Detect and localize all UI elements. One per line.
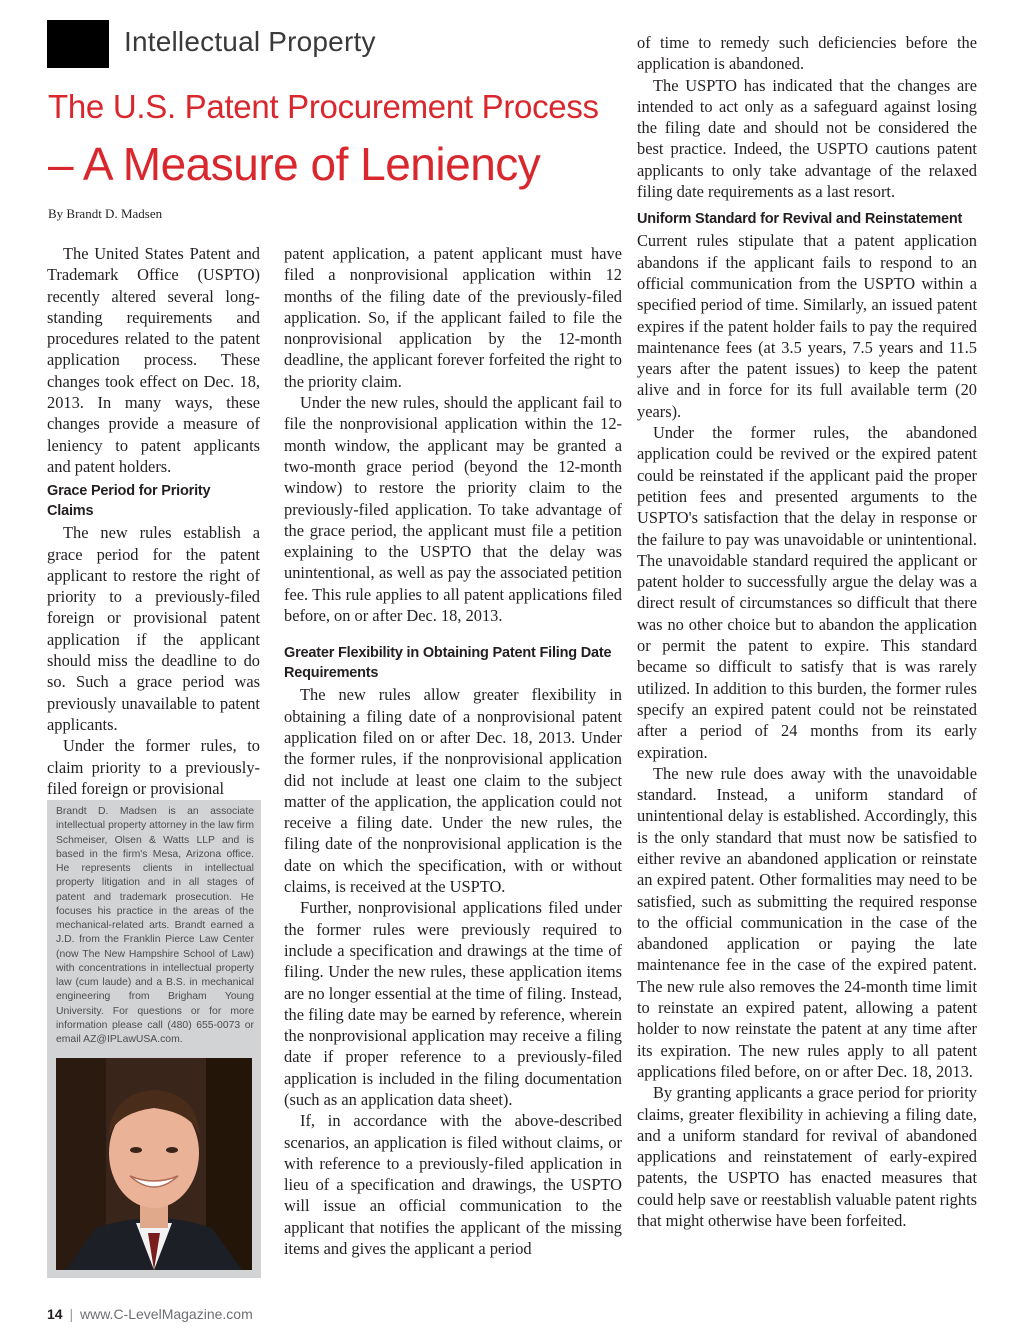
paragraph: Under the new rules, should the applicant fail to file the nonprovisional application within the 12-month window, the applicant may be granted a two-month grace period (beyond the 12-month window) to restore the priority claim to the previously-filed application. To take advantage of the grace period, the applicant must file a petition explaining to the USPTO that the delay was unintentional, as well as pay the associated petition fee. This rule applies to all patent applications filed before, on or after Dec. 18, 2013.	[284, 393, 622, 626]
subheading-filing-date: Greater Flexibility in Obtaining Patent Filing Date Requirements	[284, 645, 612, 682]
article-column-1	[47, 243, 260, 799]
paragraph: The new rules allow greater flexibility in obtaining a filing date of a nonprovisional patent application filed on or after Dec. 18, 2013. Under the former rules, if the nonprovisional application did not include at least one claim to the subject matter of the application, the application could not receive a filing date. Under the new rules, the filing date of the nonprovisional application is the date on which the specification, with or without claims, is received at the USPTO.	[284, 685, 622, 897]
paragraph: Under the former rules, the abandoned application could be revived or the expired patent could be reinstated if the applicant paid the proper petition fees and presented arguments to the USPTO's satisfaction that the delay in response or the failure to pay was unavoidable or unintentional. The unavoidable standard required the applicant or patent holder to successfully argue the delay was a direct result of circumstances so difficult that there was no other choice but to abandon the application or permit the patent to expire. This standard became so difficult to satisfy that is was rarely utilized. In addition to this burden, the former rules specify an expired patent could not be reinstated after a period of 24 months from its early expiration.	[637, 423, 977, 762]
footer-separator: |	[69, 1306, 74, 1322]
author-bio-text: Brandt D. Madsen is an associate intellectual property attorney in the law firm Schmeiser, Olsen & Watts LLP and is based in the firm's Mesa, Arizona office. He represents clients in intellectual property litigation and in all stages of patent and trademark prosecution. He focuses his practice in the areas of the mechanical-related arts. Brandt earned a J.D. from the Franklin Pierce Law Center (now The New Hampshire School of Law) with concentrations in intellectual property law (cum laude) and a B.S. in mechanical engineering from Brigham Young University. For questions or for more information please call (480) 655-0073 or email AZ@IPLawUSA.com.	[56, 806, 254, 1045]
paragraph: The new rule does away with the unavoidable standard. Instead, a uniform standard of unintentional delay is established. Accordingly, this is the only standard that must now be satisfied to either revive an abandoned application or reinstate an expired patent. Other formalities may need to be satisfied, such as submitting the required response to the official communication in the case of the abandoned application or paying the late maintenance fee in the case of the expired patent. The new rule also removes the 24-month time limit to reinstate an expired patent, allowing a patent holder to now reinstate the patent at any time after its expiration. The new rules apply to all patent applications filed before, on or after Dec. 18, 2013.	[637, 763, 977, 1081]
paragraph: patent application, a patent applicant must have filed a nonprovisional application within 12 months of the filing date of the previously-filed application. So, if the applicant failed to file the nonprovisional application by the 12-month deadline, the applicant forever forfeited the right to the priority claim.	[284, 244, 622, 391]
article-title-line-1: The U.S. Patent Procurement Process	[48, 88, 599, 125]
page-number: 14	[47, 1306, 63, 1322]
author-bio-box	[47, 800, 261, 1278]
paragraph: If, in accordance with the above-described scenarios, an application is filed without claims, or with reference to a previously-filed application in lieu of a specification and drawings, the USPTO will issue an official communication to the applicant that notifies the applicant of the missing items and gives the applicant a period	[284, 1111, 622, 1259]
paragraph: Further, nonprovisional applications filed under the former rules were previously required to include a specification and drawings at the time of filing. Under the new rules, these application items are no longer essential at the time of filing. Instead, the filing date may be earned by reference, wherein the nonprovisional application may receive a filing date if proper reference to a previously-filed application is included in the filing documentation (such as an application data sheet).	[284, 898, 622, 1109]
subheading-uniform-standard: Uniform Standard for Revival and Reinstatement	[637, 211, 963, 228]
article-column-2	[284, 243, 622, 1259]
paragraph: of time to remedy such deficiencies before the application is abandoned.	[637, 33, 977, 74]
paragraph: By granting applicants a grace period for priority claims, greater flexibility in achieving a filing date, and a uniform standard for revival of abandoned applications and reinstatement of early-expired patents, the USPTO has enacted measures that could help save or reestablish valuable patent rights that might otherwise have been forfeited.	[637, 1083, 977, 1231]
paragraph: Under the former rules, to claim priority to a previously-filed foreign or provisional	[47, 736, 260, 798]
paragraph: The new rules establish a grace period for the patent applicant to restore the right of priority to a previously-filed foreign or provisional patent application if the applicant should miss the deadline to do so. Such a grace period was previously unavailable to patent applicants.	[47, 523, 260, 734]
subheading-grace-period: Grace Period for Priority Claims	[47, 483, 211, 520]
section-marker-block	[47, 20, 109, 68]
paragraph: The United States Patent and Trademark Office (USPTO) recently altered several long-standing requirements and procedures related to the patent application process. These changes took effect on Dec. 18, 2013. In many ways, these changes provide a measure of leniency to patent applicants and patent holders.	[47, 244, 260, 476]
article-column-3	[637, 32, 977, 1231]
website-link[interactable]: www.C-LevelMagazine.com	[80, 1306, 253, 1322]
section-label: Intellectual Property	[124, 26, 376, 57]
paragraph: Current rules stipulate that a patent application abandons if the applicant fails to respond to an official communication from the USPTO within a specified period of time. Similarly, an issued patent expires if the patent holder fails to pay the required maintenance fees (at 3.5 years, 7.5 years and 11.5 years after the patent issues) to keep the patent alive and in force for its full available term (20 years).	[637, 231, 977, 421]
page-footer	[47, 1306, 253, 1322]
paragraph: The USPTO has indicated that the changes are intended to act only as a safeguard against losing the filing date and should not be considered the best practice. Indeed, the USPTO cautions patent applicants to only take advantage of the relaxed filing date requirements as a last resort.	[637, 75, 977, 202]
byline: By Brandt D. Madsen	[48, 206, 163, 221]
article-title-line-2: – A Measure of Leniency	[48, 138, 541, 190]
author-portrait-illustration	[56, 1058, 252, 1270]
author-photo	[56, 1058, 252, 1270]
